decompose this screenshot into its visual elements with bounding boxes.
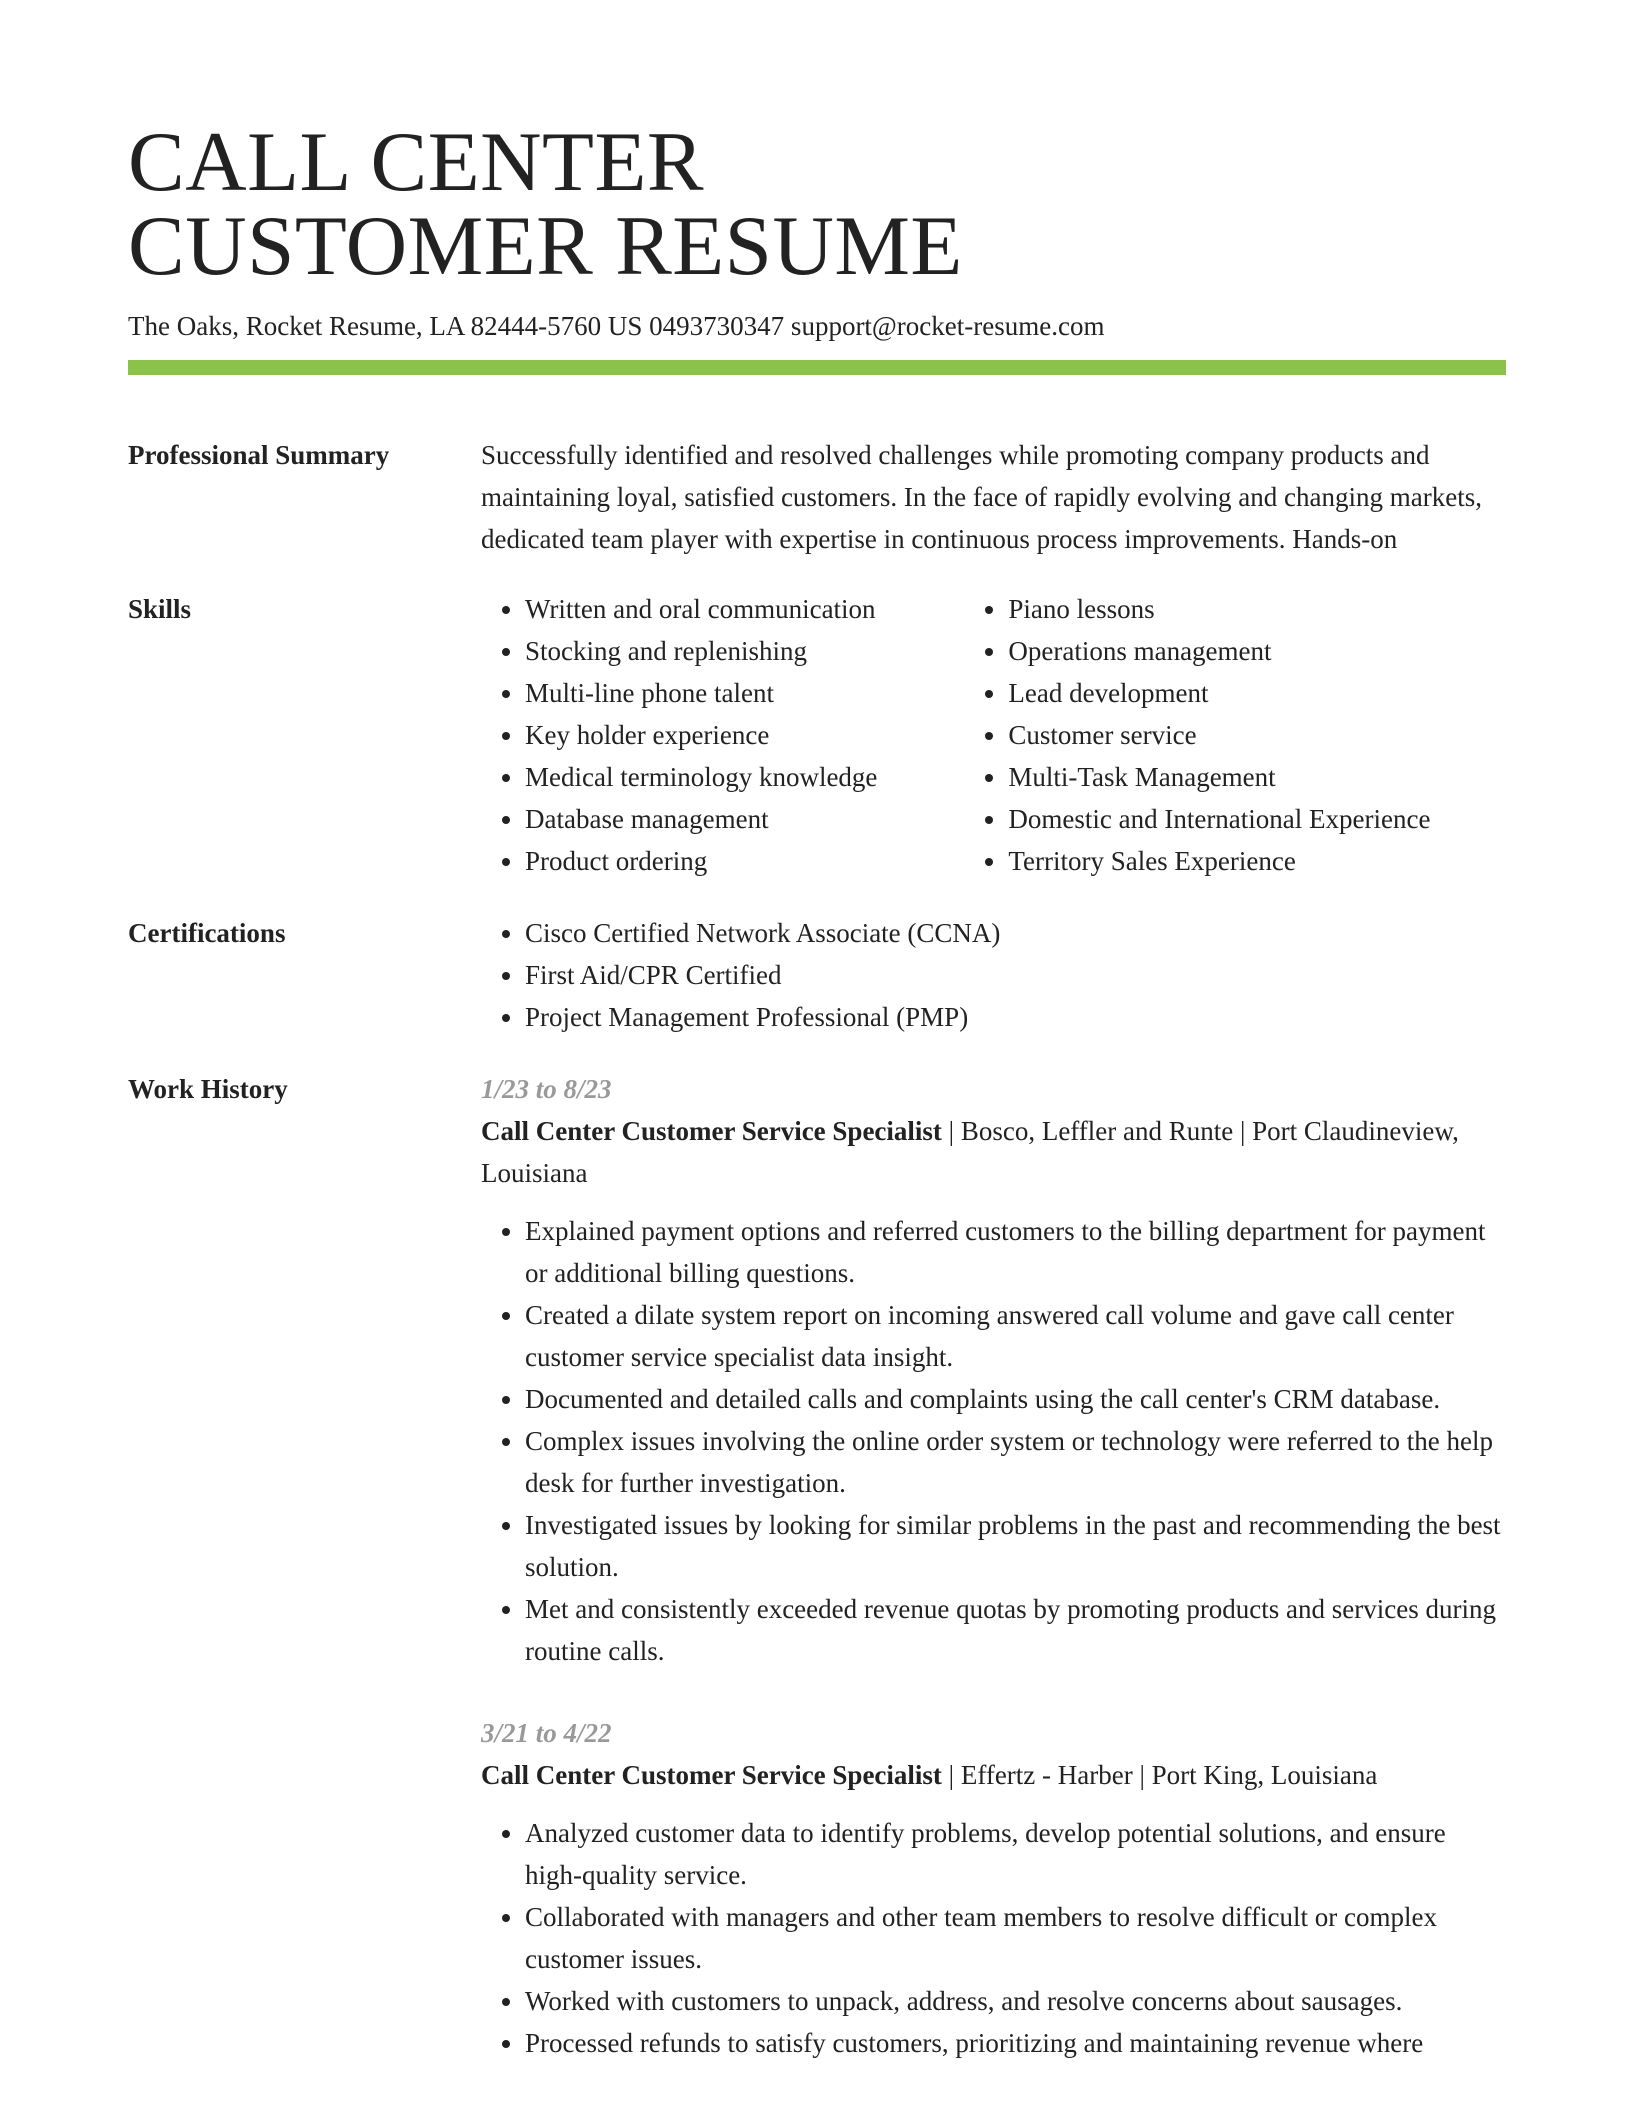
job-bullet: • Collaborated with managers and other team members to resolve difficult or complex customer issues. — [525, 1896, 1506, 1980]
summary-section — [128, 434, 1506, 560]
skill-item: • Stocking and replenishing — [525, 630, 964, 672]
resume-title-line-2: CUSTOMER RESUME — [128, 199, 963, 293]
certification-item: • Project Management Professional (PMP) — [525, 996, 1506, 1038]
accent-divider — [128, 360, 1506, 375]
job-bullets — [481, 1210, 1506, 1672]
skill-item: • Medical terminology knowledge — [525, 756, 964, 798]
certifications-list — [481, 912, 1506, 1038]
job-heading — [481, 1110, 1506, 1194]
certification-item: • Cisco Certified Network Associate (CCNA) — [525, 912, 1506, 954]
resume-title-line-1: CALL CENTER — [128, 115, 705, 209]
job-bullet: • Investigated issues by looking for similar problems in the past and recommending the best solution. — [525, 1504, 1506, 1588]
contact-info: The Oaks, Rocket Resume, LA 82444-5760 US 0493730347 support@rocket-resume.com — [128, 311, 1105, 341]
skill-item: • Database management — [525, 798, 964, 840]
resume-header — [128, 115, 1506, 375]
certifications-body — [481, 912, 1506, 1038]
skill-item: • Domestic and International Experience — [1008, 798, 1506, 840]
skills-body — [481, 588, 1506, 882]
certifications-heading: Certifications — [128, 918, 286, 948]
skill-item: • Territory Sales Experience — [1008, 840, 1506, 882]
skill-item: • Multi-line phone talent — [525, 672, 964, 714]
job-bullet: • Explained payment options and referred customers to the billing department for payment or additional billing questions. — [525, 1210, 1506, 1294]
job-bullet: • Documented and detailed calls and complaints using the call center's CRM database. — [525, 1378, 1506, 1420]
work-history-heading: Work History — [128, 1074, 288, 1104]
skill-item: • Product ordering — [525, 840, 964, 882]
job-bullet: • Processed refunds to satisfy customers, prioritizing and maintaining revenue where — [525, 2022, 1506, 2064]
job-bullets — [481, 1812, 1506, 2064]
skill-item: • Customer service — [1008, 714, 1506, 756]
job-bullet: • Complex issues involving the online order system or technology were referred to the help desk for further investigation. — [525, 1420, 1506, 1504]
skill-item: • Lead development — [1008, 672, 1506, 714]
skills-list-right — [964, 588, 1506, 882]
resume-sections — [128, 434, 1506, 2064]
summary-text: Successfully identified and resolved challenges while promoting company products and maintaining loyal, satisfied customers. In the face of rapidly evolving and changing markets, dedicated team player with expertise in continuous process improvements. Hands-on — [481, 440, 1482, 554]
skill-item: • Written and oral communication — [525, 588, 964, 630]
job-bullet: • Created a dilate system report on incoming answered call volume and gave call center customer service specialist data insight. — [525, 1294, 1506, 1378]
skill-item: • Operations management — [1008, 630, 1506, 672]
job-title: Call Center Customer Service Specialist — [481, 1760, 942, 1790]
resume-title — [128, 115, 1506, 293]
job-details: | Bosco, Leffler and Runte | Port Claudineview, Louisiana — [481, 1116, 1459, 1188]
job-title: Call Center Customer Service Specialist — [481, 1116, 942, 1146]
job-entry — [481, 1068, 1506, 1672]
job-heading — [481, 1754, 1506, 1796]
skill-item: • Piano lessons — [1008, 588, 1506, 630]
certifications-section — [128, 912, 1506, 1038]
work-history-section — [128, 1068, 1506, 2064]
skill-item: • Multi-Task Management — [1008, 756, 1506, 798]
job-dates: 3/21 to 4/22 — [481, 1718, 612, 1748]
skills-section — [128, 588, 1506, 882]
job-entry — [481, 1712, 1506, 2064]
skills-list-left — [481, 588, 964, 882]
summary-body — [481, 434, 1506, 560]
skill-item: • Key holder experience — [525, 714, 964, 756]
job-bullet: • Analyzed customer data to identify problems, develop potential solutions, and ensure high-quality service. — [525, 1812, 1506, 1896]
job-dates: 1/23 to 8/23 — [481, 1074, 612, 1104]
job-details: | Effertz - Harber | Port King, Louisiana — [941, 1760, 1378, 1790]
skills-heading: Skills — [128, 594, 192, 624]
summary-heading: Professional Summary — [128, 440, 390, 470]
job-bullet: • Met and consistently exceeded revenue quotas by promoting products and services during routine calls. — [525, 1588, 1506, 1672]
job-bullet: • Worked with customers to unpack, address, and resolve concerns about sausages. — [525, 1980, 1506, 2022]
certification-item: • First Aid/CPR Certified — [525, 954, 1506, 996]
work-history-body — [481, 1068, 1506, 2064]
